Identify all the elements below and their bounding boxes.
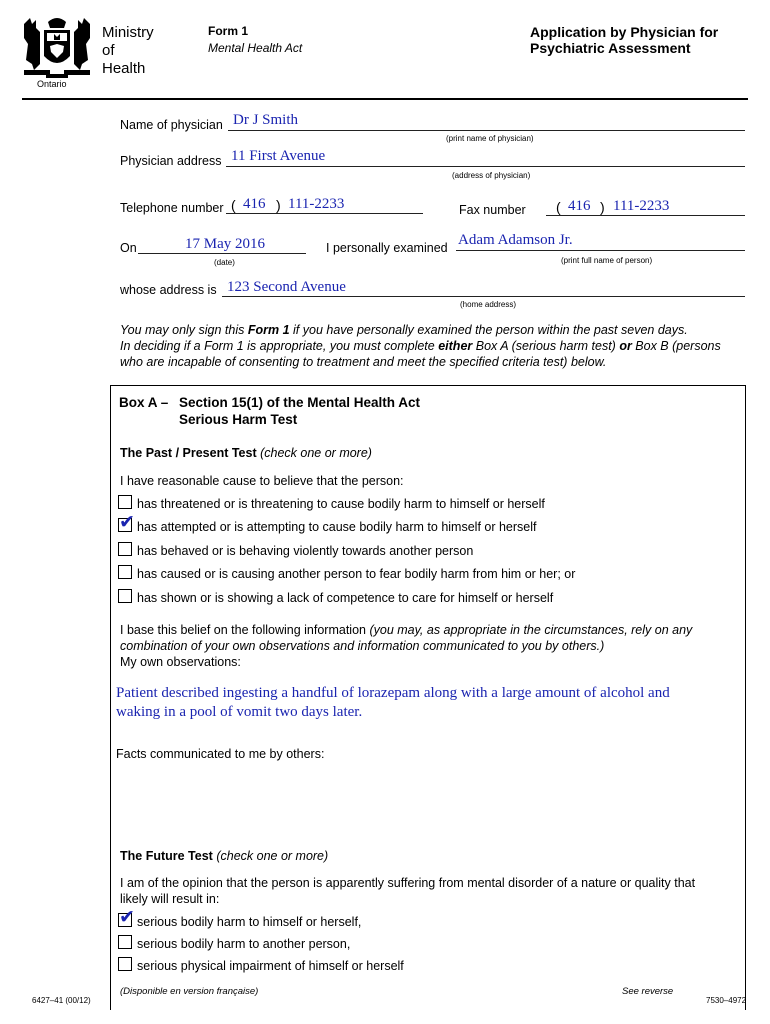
footer-french-version: (Disponible en version française) [120,986,259,997]
date-line [138,253,306,254]
box-a-prefix: Box A – [119,395,169,410]
check-mark-icon: ✔ [119,906,135,928]
ministry-line-2: of [102,42,115,59]
ministry-line-1: Ministry [102,24,154,41]
physician-name-label: Name of physician [120,118,223,132]
form-act: Mental Health Act [208,41,303,55]
whose-address-label: whose address is [120,283,217,297]
future-checkbox-harm-other[interactable] [118,935,132,949]
past-item-caused-fear-label: has caused or is causing another person to fear bodily harm from him or her; or [137,567,576,581]
past-checkbox-caused-fear[interactable] [118,565,132,579]
physician-name-field[interactable]: Dr J Smith [233,112,299,128]
past-item-threatened-label: has threatened or is threatening to cause bodily harm to himself or herself [137,497,545,511]
own-observations-field[interactable] [116,684,736,722]
ministry-line-3: Health [102,60,146,77]
physician-address-field[interactable]: 11 First Avenue [231,148,326,164]
home-address-hint: (home address) [460,300,517,309]
own-observations-label: My own observations: [120,655,241,669]
form-title [530,24,718,56]
instructions-line-1: You may only sign this Form 1 if you have personally examined the person within the past seven days. [120,323,688,337]
basis-text [120,622,692,670]
instructions-line-3: who are incapable of consenting to treatment and meet the specified criteria test) below. [120,355,607,369]
future-item-impairment-label: serious physical impairment of himself or herself [137,959,404,973]
past-item-attempted-label: has attempted or is attempting to cause bodily harm to himself or herself [137,520,537,534]
past-test-heading: The Past / Present Test (check one or more) [120,446,372,460]
form-title-line-1: Application by Physician for [530,24,719,40]
fax-label: Fax number [459,203,526,217]
physician-name-line [228,130,745,131]
telephone-number-field[interactable]: 111-2233 [288,196,345,212]
telephone-line [226,213,423,214]
fax-number-field[interactable]: 111-2233 [613,198,670,214]
box-a-title-2: Serious Harm Test [179,412,298,427]
footer-form-code: 6427–41 (00/12) [32,996,91,1005]
future-checkbox-harm-self[interactable] [118,906,135,928]
person-name-field[interactable]: Adam Adamson Jr. [458,232,573,248]
ministry-name [102,24,154,78]
past-test-intro: I have reasonable cause to believe that the person: [120,474,404,488]
instructions [120,322,721,370]
on-label: On [120,241,137,255]
address-line [226,166,745,167]
box-a-title-1: Section 15(1) of the Mental Health Act [179,395,421,410]
facts-others-label: Facts communicated to me by others: [116,747,325,761]
instructions-line-2: In deciding if a Form 1 is appropriate, you must complete either Box A (serious harm test) or Box B (persons [120,339,721,353]
address-label: Physician address [120,154,222,168]
fax-area-close: ) [600,199,605,215]
date-hint: (date) [214,258,235,267]
address-hint: (address of physician) [452,171,531,180]
fax-area-field[interactable]: 416 [568,198,591,214]
home-address-field[interactable]: 123 Second Avenue [227,279,346,295]
past-checkbox-behaved[interactable] [118,542,132,556]
check-mark-icon: ✔ [119,511,135,533]
future-intro-line-1: I am of the opinion that the person is apparently suffering from mental disorder of a nature or quality that [120,876,696,890]
exam-date-field[interactable]: 17 May 2016 [185,236,265,252]
own-observations-line-2: waking in a pool of vomit two days later. [116,704,363,720]
future-test-intro [120,875,695,907]
future-item-harm-other-label: serious bodily harm to another person, [137,937,351,951]
telephone-label: Telephone number [120,201,224,215]
telephone-area-close: ) [276,197,281,213]
form-number: Form 1 [208,24,249,38]
physician-name-hint: (print name of physician) [446,134,534,143]
past-item-behaved-label: has behaved or is behaving violently towards another person [137,544,474,558]
person-name-line [456,250,745,251]
past-checkbox-lack-competence[interactable] [118,589,132,603]
facts-others-field[interactable] [116,765,736,840]
basis-line-1: I base this belief on the following information (you may, as appropriate in the circumstances, rely on any [120,623,693,637]
footer-see-reverse: See reverse [622,986,674,997]
province-label: Ontario [37,79,67,89]
form-title-line-2: Psychiatric Assessment [530,40,691,56]
past-checkbox-threatened[interactable] [118,495,132,509]
telephone-area-open: ( [231,197,236,213]
future-checkbox-impairment[interactable] [118,957,132,971]
past-checkbox-attempted[interactable] [118,511,135,533]
home-address-line [222,296,745,297]
person-name-hint: (print full name of person) [561,256,653,265]
future-test-heading: The Future Test (check one or more) [120,849,329,863]
examined-label: I personally examined [326,241,448,255]
footer-stock-code: 7530–4972 [706,996,747,1005]
telephone-area-field[interactable]: 416 [243,196,266,212]
own-observations-line-1: Patient described ingesting a handful of lorazepam along with a large amount of alcohol and [116,685,670,701]
fax-area-open: ( [556,199,561,215]
fax-line [546,215,745,216]
future-intro-line-2: likely will result in: [120,892,220,906]
basis-line-2: combination of your own observations and information communicated to you by others.) [120,639,605,653]
header-divider [22,98,748,100]
future-item-harm-self-label: serious bodily harm to himself or herself, [137,915,362,929]
ontario-coat-of-arms-icon [20,14,94,88]
past-item-lack-competence-label: has shown or is showing a lack of competence to care for himself or herself [137,591,554,605]
